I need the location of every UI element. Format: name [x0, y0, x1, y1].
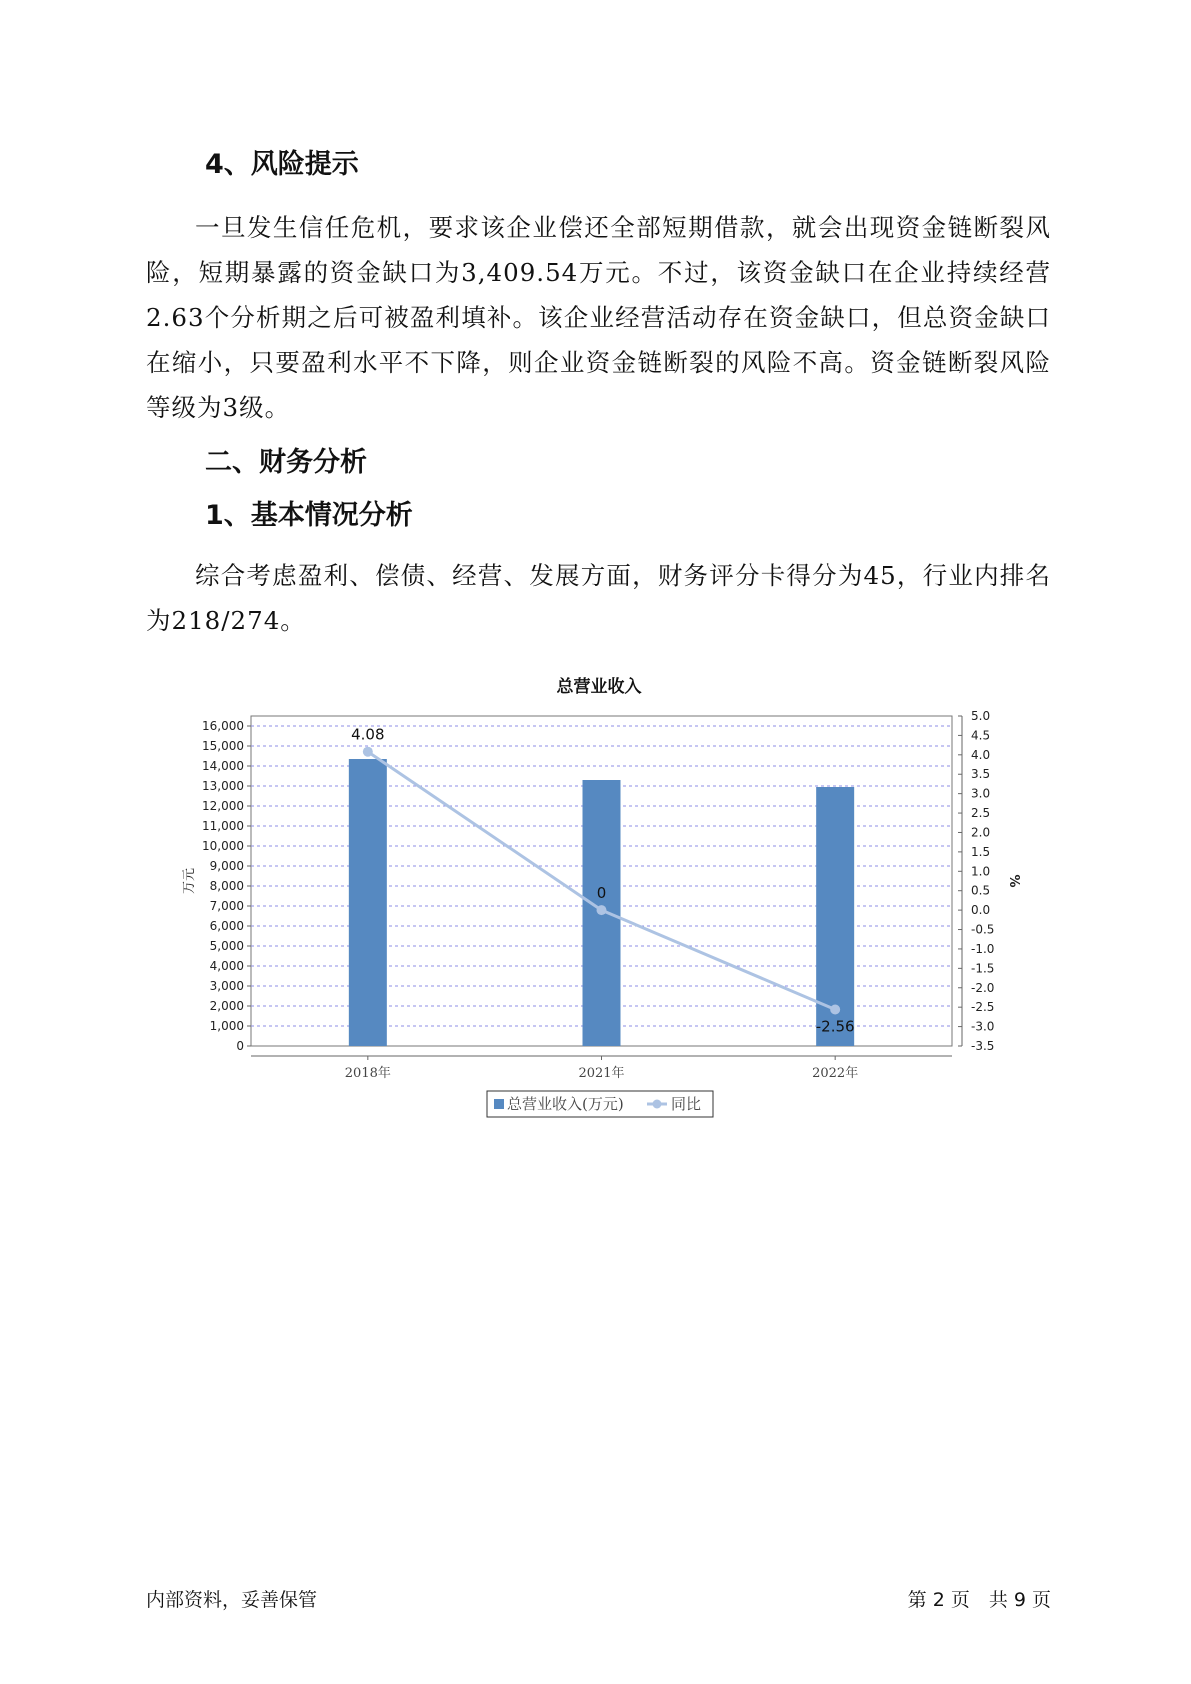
- y-tick-label: 5,000: [209, 939, 244, 953]
- footer-page-number: 第 2 页 共 9 页: [907, 1589, 1051, 1611]
- y-tick-label: 8,000: [209, 879, 244, 893]
- paragraph-basic-analysis: 综合考虑盈利、偿债、经营、发展方面，财务评分卡得分为45，行业内排名为218/274。: [146, 561, 1051, 635]
- y2-tick-label: 3.0: [971, 786, 991, 801]
- y2-tick-label: 3.5: [971, 767, 991, 782]
- y2-tick-label: 1.0: [971, 864, 991, 879]
- y2-tick-label: 4.0: [971, 747, 991, 762]
- y-tick-label: 7,000: [209, 899, 244, 913]
- y-tick-label: 10,000: [202, 839, 244, 853]
- y2-tick-label: 5.0: [971, 709, 991, 723]
- y2-tick-label: 2.5: [971, 806, 991, 821]
- y-tick-label: 11,000: [202, 819, 244, 833]
- legend-marker-yoy: [653, 1100, 662, 1109]
- legend-label-yoy: 同比: [671, 1095, 702, 1113]
- heading-basic-analysis: 1、基本情况分析: [205, 500, 413, 531]
- x-tick-label: 2018年: [344, 1066, 391, 1081]
- y2-tick-label: -1.5: [971, 961, 995, 976]
- x-tick-label: 2022年: [812, 1066, 859, 1081]
- y2-tick-label: -3.0: [971, 1019, 995, 1034]
- y-tick-label: 13,000: [202, 779, 244, 793]
- y-tick-label: 6,000: [209, 919, 244, 933]
- data-label-yoy: 4.08: [351, 725, 385, 744]
- y2-tick-label: 0.0: [971, 903, 991, 918]
- point-yoy: [597, 905, 607, 915]
- paragraph-risk-warning: 一旦发生信任危机，要求该企业偿还全部短期借款，就会出现资金链断裂风险，短期暴露的资金缺口为3,409.54万元。不过，该资金缺口在企业持续经营 2.63个分析期之后可被盈利填补。该企业经营活动存在资金缺口，但总资金缺口在缩小，只要盈利水平不下降，则企业资金链断裂的风险不高。资金链断裂风险等级为3级。: [146, 213, 1051, 422]
- heading-financial-analysis: 二、财务分析: [205, 447, 367, 478]
- y-tick-label: 16,000: [202, 719, 244, 733]
- bar-revenue: [349, 759, 387, 1046]
- chart-title: 总营业收入: [556, 677, 642, 697]
- y-tick-label: 1,000: [209, 1019, 244, 1033]
- point-yoy: [830, 1005, 840, 1015]
- point-yoy: [363, 747, 373, 757]
- y2-axis-title: %: [1006, 874, 1021, 888]
- y2-tick-label: 0.5: [971, 883, 991, 898]
- data-label-yoy: 0: [596, 884, 607, 903]
- y-tick-label: 12,000: [202, 799, 244, 813]
- y-tick-label: 15,000: [202, 739, 244, 753]
- legend-label-revenue: 总营业收入(万元): [507, 1095, 624, 1113]
- heading-risk-warning: 4、风险提示: [205, 149, 359, 180]
- x-tick-label: 2021年: [578, 1066, 625, 1081]
- y-axis-title: 万元: [182, 867, 197, 895]
- y-tick-label: 3,000: [209, 979, 244, 993]
- y-tick-label: 2,000: [209, 999, 244, 1013]
- y2-tick-label: -0.5: [971, 922, 995, 937]
- y2-tick-label: 4.5: [971, 728, 991, 743]
- y2-tick-label: -2.5: [971, 1000, 995, 1015]
- y-tick-label: 4,000: [209, 959, 244, 973]
- legend-swatch-revenue: [494, 1099, 504, 1109]
- footer-confidential-note: 内部资料，妥善保管: [146, 1589, 318, 1611]
- y2-tick-label: -2.0: [971, 980, 995, 995]
- y-tick-label: 9,000: [209, 859, 244, 873]
- y2-tick-label: -1.0: [971, 941, 995, 956]
- y2-tick-label: 2.0: [971, 825, 991, 840]
- data-label-yoy: -2.56: [815, 1017, 855, 1036]
- y2-tick-label: 1.5: [971, 844, 991, 859]
- y-tick-label: 14,000: [202, 759, 244, 773]
- y2-tick-label: -3.5: [971, 1039, 995, 1053]
- y-tick-label: 0: [236, 1039, 244, 1053]
